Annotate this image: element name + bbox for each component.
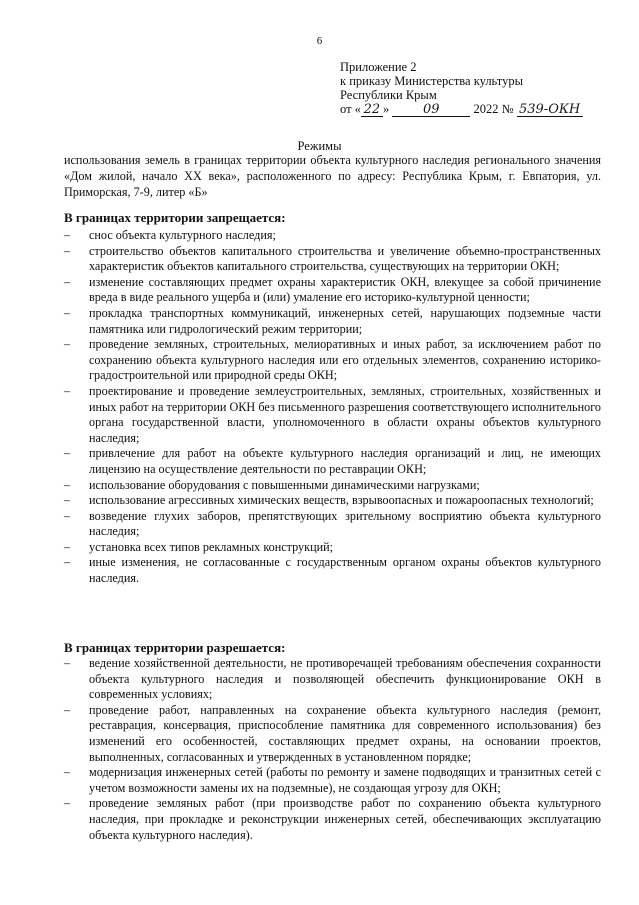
list-item-text: возведение глухих заборов, препятствующих зрительному восприятию объекта культурного наследия; bbox=[89, 508, 601, 539]
list-item-text: использование оборудования с повышенными динамическими нагрузками; bbox=[89, 477, 480, 492]
prohibited-list bbox=[64, 228, 601, 587]
list-item bbox=[64, 703, 601, 765]
list-item bbox=[64, 244, 601, 275]
list-item bbox=[64, 337, 601, 384]
list-item-text: проведение земляных, строительных, мелиоративных и иных работ, за исключением работ по сохранению объекта культурного наследия или его отдельных элементов, сохранению историко-градостроительной или природной среды ОКН; bbox=[89, 337, 601, 383]
list-item-text: прокладка транспортных коммуникаций, инженерных сетей, нарушающих подземные части памятника или гидрологический режим территории; bbox=[89, 305, 601, 336]
list-item bbox=[64, 384, 601, 446]
list-item-text: ведение хозяйственной деятельности, не противоречащей требованиям обеспечения сохранности объекта культурного наследия и позволяющей обеспечить функционирование ОКН в современных условиях; bbox=[89, 656, 601, 702]
list-item-text: использование агрессивных химических веществ, взрывоопасных и пожароопасных технологий; bbox=[89, 493, 594, 508]
appendix-header bbox=[340, 60, 583, 117]
date-quote-close: » bbox=[382, 102, 390, 116]
bullet-dash: – bbox=[64, 765, 71, 780]
bullet-dash: – bbox=[64, 337, 71, 352]
list-item bbox=[64, 275, 601, 306]
list-item-text: проектирование и проведение землеустроительных, земляных, строительных, хозяйственных и иных работ на территории ОКН без письменного разрешения соответствующего исполнительного органа государственной власти, уполномоченного в области охраны объектов культурного наследия; bbox=[89, 383, 601, 445]
list-item-text: снос объекта культурного наследия; bbox=[89, 228, 276, 242]
list-item-text: проведение работ, направленных на сохранение объекта культурного наследия (ремонт, реставрация, консервация, приспособление памятника для современного использования) без изменений его особенностей, составляющих предмет охраны, на основании проектов, выполненных, согласованных и утвержденных в установленном порядке; bbox=[89, 702, 601, 764]
appendix-order-ref: к приказу Министерства культуры bbox=[340, 74, 523, 88]
date-day: 22 bbox=[361, 103, 383, 117]
list-item-text: установка всех типов рекламных конструкций; bbox=[89, 539, 334, 554]
list-item bbox=[64, 796, 601, 843]
bullet-dash: – bbox=[64, 305, 71, 320]
list-item-text: иные изменения, не согласованные с государственным органом охраны объектов культурного наследия. bbox=[89, 555, 601, 586]
list-item bbox=[64, 656, 601, 703]
bullet-dash: – bbox=[64, 508, 71, 523]
list-item-text: проведение земляных работ (при производстве работ по сохранению объекта культурного наследия, при прокладке и реконструкции инженерных сетей, обеспечивающих эксплуатацию объекта культурного наследия). bbox=[89, 796, 601, 842]
bullet-dash: – bbox=[64, 493, 71, 508]
list-item bbox=[64, 555, 601, 586]
list-item bbox=[64, 446, 601, 477]
bullet-dash: – bbox=[64, 702, 71, 717]
list-item bbox=[64, 228, 601, 244]
bullet-dash: – bbox=[64, 243, 71, 258]
bullet-dash: – bbox=[64, 555, 71, 570]
bullet-dash: – bbox=[64, 446, 71, 461]
bullet-dash: – bbox=[64, 477, 71, 492]
permitted-heading: В границах территории разрешается: bbox=[64, 640, 286, 655]
appendix-title: Приложение 2 bbox=[340, 60, 417, 74]
list-item bbox=[64, 765, 601, 796]
appendix-republic: Республики Крым bbox=[340, 88, 437, 102]
list-item-text: изменение составляющих предмет охраны характеристик ОКН, влекущее за собой причинение вреда в виде реального ущерба и (или) умаление его историко-культурной ценности; bbox=[89, 274, 601, 305]
list-item-text: строительство объектов капитального строительства и увеличение объемно-пространственных характеристик объектов капитального строительства, существующих на территории ОКН; bbox=[89, 243, 601, 274]
date-year: 2022 № bbox=[473, 102, 514, 116]
list-item bbox=[64, 540, 601, 556]
bullet-dash: – bbox=[64, 274, 71, 289]
list-item bbox=[64, 493, 601, 509]
date-prefix: от « bbox=[340, 102, 361, 116]
bullet-dash: – bbox=[64, 539, 71, 554]
prohibited-heading: В границах территории запрещается: bbox=[64, 210, 286, 225]
list-item bbox=[64, 478, 601, 494]
bullet-dash: – bbox=[64, 383, 71, 398]
bullet-dash: – bbox=[64, 656, 71, 670]
document-title: Режимы bbox=[297, 139, 342, 153]
permitted-list bbox=[64, 656, 601, 843]
date-month: 09 bbox=[392, 103, 470, 117]
list-item-text: модернизация инженерных сетей (работы по ремонту и замене подводящих и транзитных сетей с учетом возможности замены их на подземные), не создающая угрозу для ОКН; bbox=[89, 765, 601, 795]
list-item bbox=[64, 509, 601, 540]
bullet-dash: – bbox=[64, 228, 71, 242]
list-item bbox=[64, 306, 601, 337]
list-item-text: привлечение для работ на объекте культурного наследия организаций и лиц, не имеющих лицензию на осуществление деятельности по реставрации ОКН; bbox=[89, 446, 601, 476]
bullet-dash: – bbox=[64, 796, 71, 811]
order-date-line bbox=[340, 102, 583, 117]
order-number: 539-ОКН bbox=[517, 103, 583, 117]
page-number: 6 bbox=[316, 35, 323, 47]
intro-paragraph: использования земель в границах территории объекта культурного наследия регионального значения «Дом жилой, начало XX века», расположенного по адресу: Республика Крым, г. Евпатория, ул. Приморская, 7-9, литер «Б» bbox=[64, 153, 601, 199]
